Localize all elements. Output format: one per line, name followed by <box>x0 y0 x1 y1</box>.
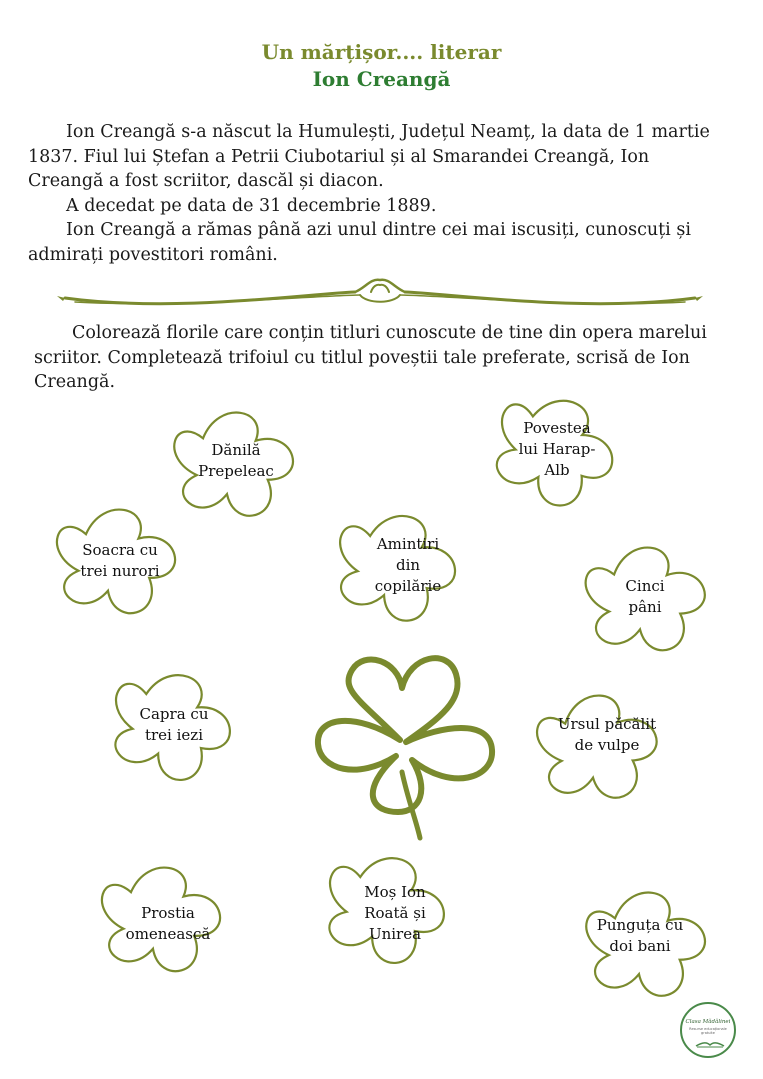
bio-paragraph-2: A decedat pe data de 31 decembrie 1889. <box>66 195 437 216</box>
flower-label: Cinci pâni <box>625 577 665 616</box>
flower-label: Dănilă Prepeleac <box>198 441 274 480</box>
flower-label: Soacra cu trei nurori <box>80 541 160 580</box>
flower-label: Povestea lui Harap-Alb <box>518 419 596 479</box>
shamrock-icon[interactable] <box>318 658 492 838</box>
logo <box>680 1002 736 1058</box>
title-line-2: Ion Creangă <box>312 67 451 91</box>
flower-label: Punguța cu doi bani <box>596 916 684 955</box>
book-icon <box>695 1038 725 1048</box>
flower-label: Amintiri din copilărie <box>374 535 442 595</box>
flower-label: Prostia omenească <box>125 904 211 943</box>
flower-label: Moș Ion Roată și Unirea <box>364 883 426 943</box>
logo-title: Clasa Mădălinei <box>685 1019 731 1025</box>
bio-paragraph-3: Ion Creangă a rămas până azi unul dintre cei mai iscusiți, cunoscuți și admirați povestitori români. <box>28 220 691 265</box>
bio-paragraph-1: Ion Creangă s-a născut la Humulești, Județul Neamț, la data de 1 martie 1837. Fiul lui Ștefan a Petrii Ciubotariul și al Smarandei Creangă, Ion Creangă a fost scriitor, dascăl și diacon. <box>28 122 710 191</box>
flower-label: Capra cu trei iezi <box>139 705 209 744</box>
instructions-text: Colorează florile care conțin titluri cunoscute de tine din opera marelui scriitor. Completează trifoiul cu titlul poveștii tale preferate, scrisă de Ion Creangă. <box>34 323 707 392</box>
logo-subtitle: Resurse educaționale gratuite <box>689 1027 727 1035</box>
title-line-1: Un mărțișor.... literar <box>261 40 502 64</box>
flower-label: Ursul păcălit de vulpe <box>557 715 657 754</box>
